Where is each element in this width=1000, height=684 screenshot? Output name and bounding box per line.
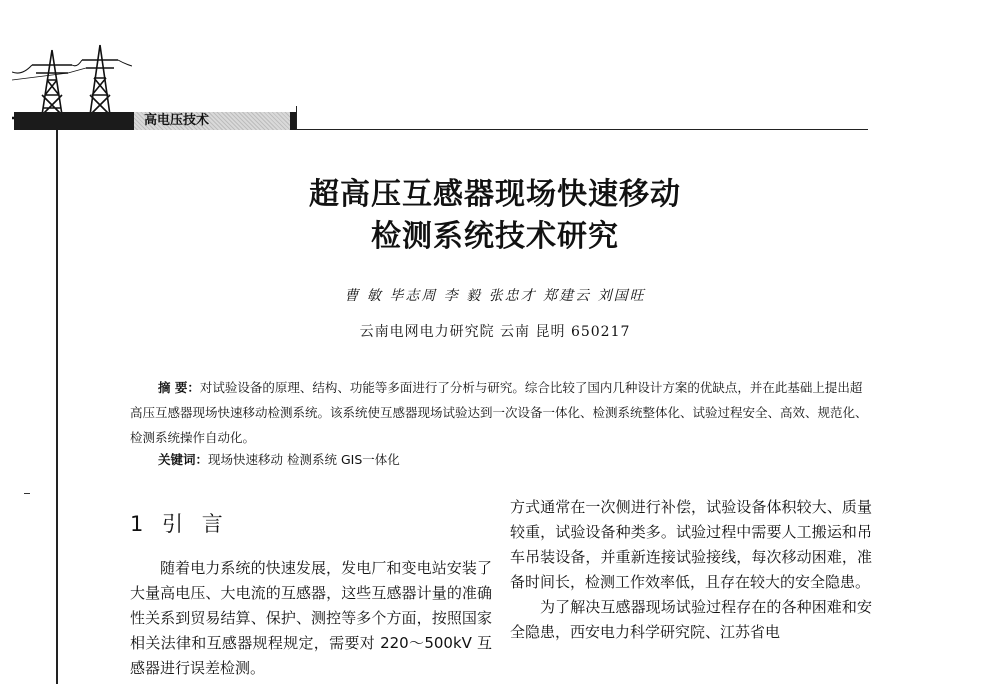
paragraph: 为了解决互感器现场试验过程存在的各种困难和安全隐患，西安电力科学研究院、江苏省电	[510, 598, 872, 641]
keywords-label: 关键词：	[158, 452, 209, 467]
authors: 曹 敏 毕志周 李 毅 张忠才 郑建云 刘国旺	[344, 288, 646, 304]
keywords-text: 现场快速移动 检测系统 GIS一体化	[208, 452, 400, 467]
keywords	[158, 450, 858, 470]
title-line-2: 检测系统技术研究	[371, 219, 619, 254]
body-column-left	[130, 556, 492, 681]
section-tag: 高电压技术	[134, 112, 290, 130]
paragraph: 随着电力系统的快速发展，发电厂和变电站安装了大量高电压、大电流的互感器，这些互感器计量的准确性关系到贸易结算、保护、测控等多个方面，按照国家相关法律和互感器规程规定，需要对 220～500kV 互感器进行误差检测。	[130, 559, 492, 677]
section-heading-introduction: 1 引 言	[130, 512, 229, 536]
body-column-right	[510, 495, 872, 645]
paragraph: 方式通常在一次侧进行补偿，试验设备体积较大、质量较重，试验设备种类多。试验过程中需要人工搬运和吊车吊装设备，并重新连接试验接线，每次移动困难，准备时间长，检测工作效率低，且存在较大的安全隐患。	[510, 498, 872, 591]
abstract-text: 对试验设备的原理、结构、功能等多面进行了分析与研究。综合比较了国内几种设计方案的优缺点，并在此基础上提出超高压互感器现场快速移动检测系统。该系统使互感器现场试验达到一次设备一体化、检测系统整体化、试验过程安全、高效、规范化、检测系统操作自动化。	[130, 380, 868, 445]
abstract	[130, 375, 872, 450]
margin-mark	[24, 493, 30, 494]
abstract-label: 摘 要：	[158, 380, 200, 395]
margin-rule	[56, 130, 58, 684]
title-line-1: 超高压互感器现场快速移动	[309, 177, 681, 212]
header-rule	[296, 129, 868, 130]
affiliation: 云南电网电力研究院 云南 昆明 650217	[359, 324, 631, 340]
article-title	[250, 174, 740, 258]
header-divider-vertical	[296, 106, 297, 130]
